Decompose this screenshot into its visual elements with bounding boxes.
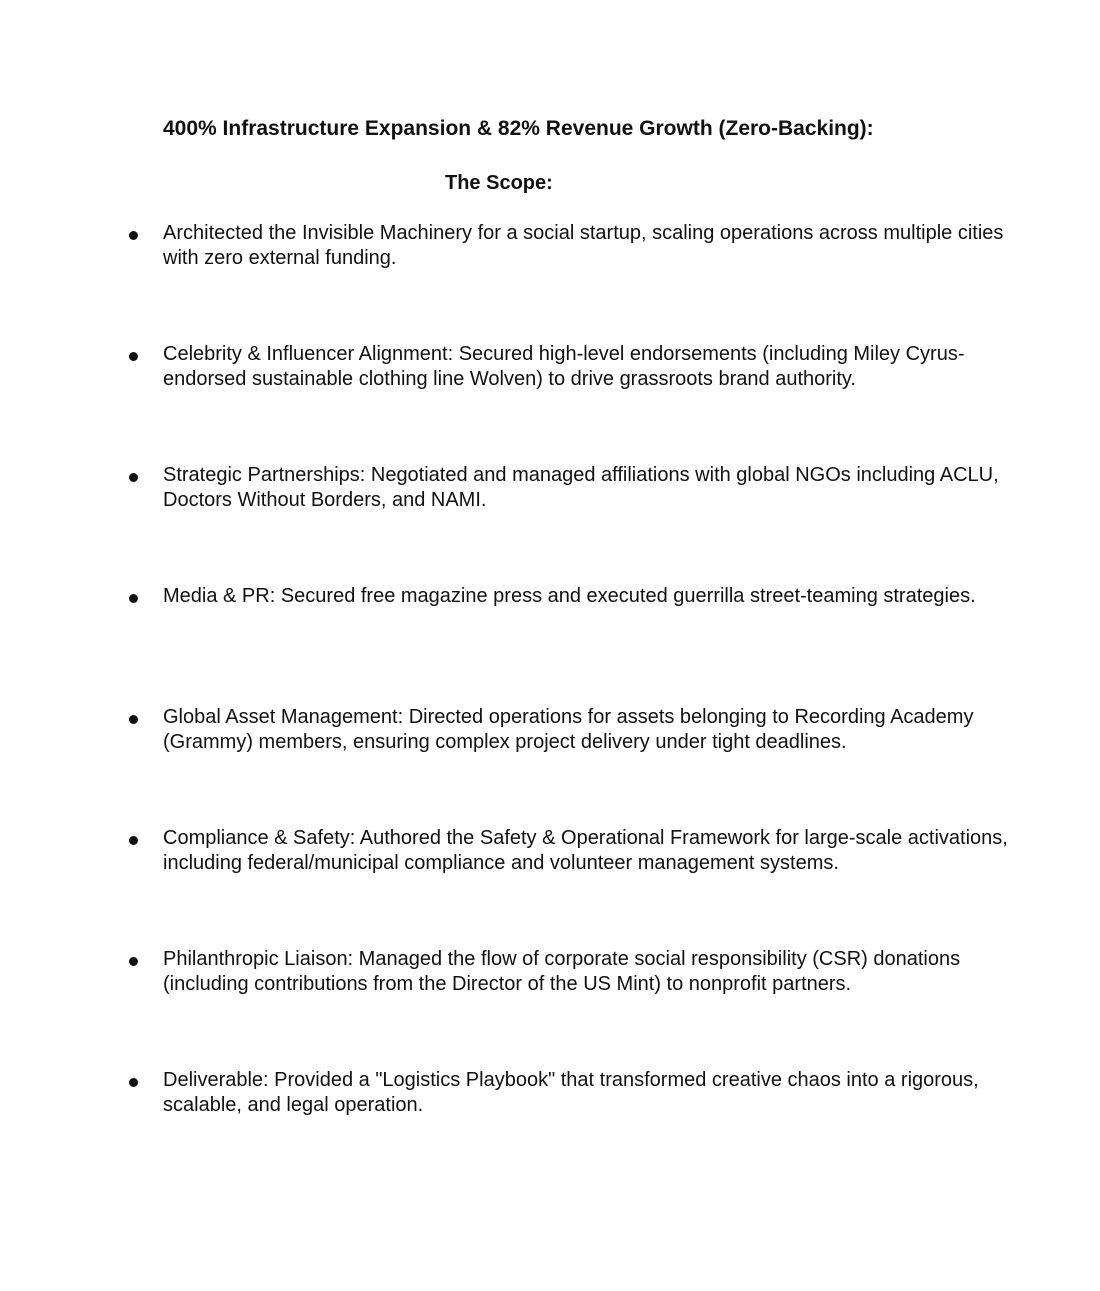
bullet-icon bbox=[129, 957, 138, 966]
bullet-icon bbox=[129, 1078, 138, 1087]
bullet-item bbox=[0, 947, 1100, 1068]
bullet-text: Compliance & Safety: Authored the Safety & Operational Framework for large-scale activations, including federal/municipal compliance and volunteer management systems. bbox=[163, 827, 1008, 874]
document-title: 400% Infrastructure Expansion & 82% Revenue Growth (Zero-Backing): bbox=[163, 117, 874, 140]
bullet-icon bbox=[129, 715, 138, 724]
bullet-text: Deliverable: Provided a "Logistics Playbook" that transformed creative chaos into a rigorous, scalable, and legal operation. bbox=[163, 1069, 979, 1116]
bullet-item bbox=[0, 221, 1100, 342]
bullet-item bbox=[0, 342, 1100, 463]
bullet-text: Philanthropic Liaison: Managed the flow of corporate social responsibility (CSR) donations (including contributions from the Director of the US Mint) to nonprofit partners. bbox=[163, 948, 961, 995]
bullet-item bbox=[0, 705, 1100, 826]
bullet-icon bbox=[129, 231, 138, 240]
section-heading: The Scope: bbox=[445, 172, 553, 194]
bullet-text: Media & PR: Secured free magazine press and executed guerrilla street-teaming strategies. bbox=[163, 585, 976, 607]
bullet-icon bbox=[129, 473, 138, 482]
bullet-text: Strategic Partnerships: Negotiated and managed affiliations with global NGOs including ACLU, Doctors Without Borders, and NAMI. bbox=[163, 464, 999, 511]
bullet-item bbox=[0, 1068, 1100, 1189]
bullet-text: Global Asset Management: Directed operations for assets belonging to Recording Academy (Grammy) members, ensuring complex project delivery under tight deadlines. bbox=[163, 706, 974, 753]
bullet-item bbox=[0, 463, 1100, 584]
bullet-item bbox=[0, 584, 1100, 705]
bullet-item bbox=[0, 826, 1100, 947]
bullet-icon bbox=[129, 594, 138, 603]
bullet-list bbox=[0, 221, 1100, 1189]
bullet-icon bbox=[129, 836, 138, 845]
bullet-text: Architected the Invisible Machinery for a social startup, scaling operations across multiple cities with zero external funding. bbox=[163, 222, 1004, 269]
bullet-icon bbox=[129, 352, 138, 361]
bullet-text: Celebrity & Influencer Alignment: Secured high-level endorsements (including Miley Cyrus-endorsed sustainable clothing line Wolven) to drive grassroots brand authority. bbox=[163, 343, 965, 390]
